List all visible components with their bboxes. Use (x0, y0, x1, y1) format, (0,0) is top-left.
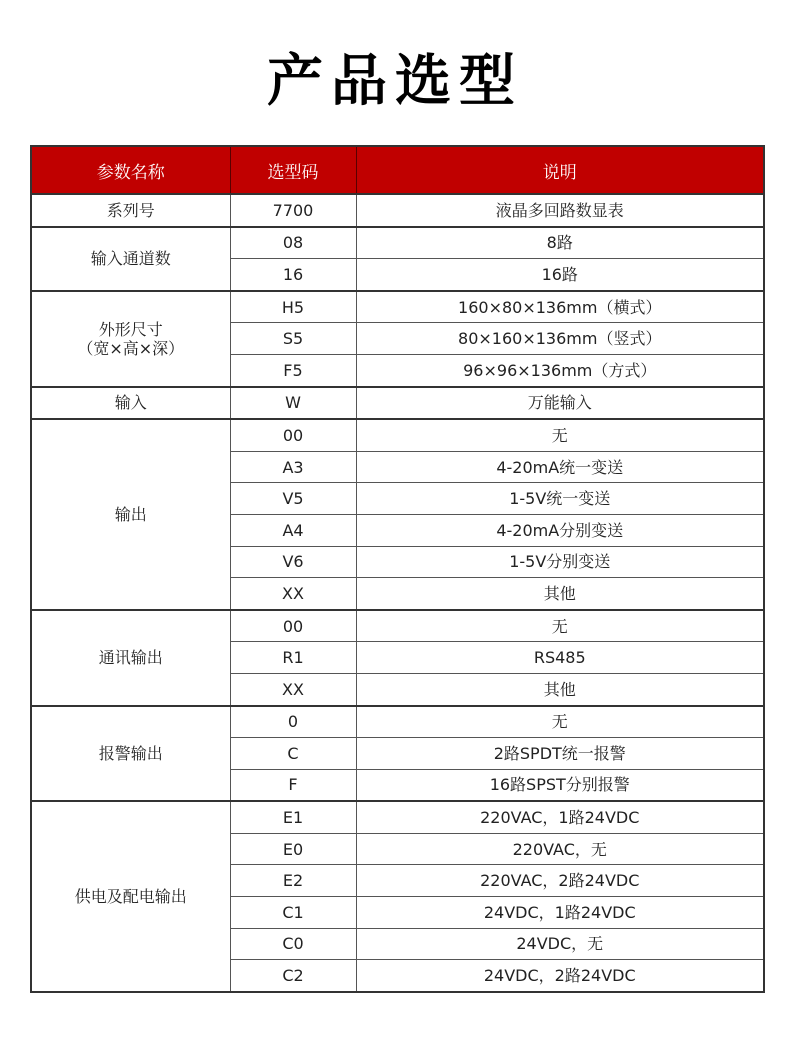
code-cell: V5 (230, 483, 356, 515)
param-dimensions (31, 291, 230, 387)
table-row (31, 291, 764, 323)
desc-cell: 1-5V分别变送 (356, 546, 764, 578)
table-row (31, 706, 764, 738)
desc-cell: 96×96×136mm（方式） (356, 354, 764, 386)
code-cell: A3 (230, 451, 356, 483)
header-param-name: 参数名称 (31, 146, 230, 194)
desc-cell: 8路 (356, 227, 764, 259)
code-cell: V6 (230, 546, 356, 578)
code-cell: E0 (230, 833, 356, 865)
code-cell: 08 (230, 227, 356, 259)
code-cell: S5 (230, 323, 356, 355)
desc-cell: 4-20mA统一变送 (356, 451, 764, 483)
table-row (31, 419, 764, 451)
desc-cell: 220VAC，2路24VDC (356, 865, 764, 897)
param-series: 系列号 (31, 194, 230, 227)
header-description: 说明 (356, 146, 764, 194)
param-input: 输入 (31, 387, 230, 420)
code-cell: C1 (230, 897, 356, 929)
code-cell: 16 (230, 259, 356, 291)
code-cell: W (230, 387, 356, 420)
desc-cell: 16路 (356, 259, 764, 291)
desc-cell: 无 (356, 610, 764, 642)
code-cell: F5 (230, 354, 356, 386)
code-cell: XX (230, 578, 356, 610)
table-row (31, 801, 764, 833)
desc-cell: 160×80×136mm（横式） (356, 291, 764, 323)
param-input-channels: 输入通道数 (31, 227, 230, 291)
code-cell: H5 (230, 291, 356, 323)
code-cell: XX (230, 673, 356, 705)
table-row (31, 227, 764, 259)
desc-cell: 220VAC，1路24VDC (356, 801, 764, 833)
page-title: 产品选型 (267, 49, 523, 114)
code-cell: 00 (230, 419, 356, 451)
desc-cell: 无 (356, 706, 764, 738)
code-cell: C2 (230, 960, 356, 992)
param-power-supply: 供电及配电输出 (31, 801, 230, 992)
code-cell: 00 (230, 610, 356, 642)
code-cell: F (230, 769, 356, 801)
code-cell: R1 (230, 642, 356, 674)
desc-cell: 2路SPDT统一报警 (356, 738, 764, 770)
desc-cell: 16路SPST分别报警 (356, 769, 764, 801)
param-comm-output: 通讯输出 (31, 610, 230, 706)
param-dimensions-line1: 外形尺寸 (98, 319, 163, 339)
code-cell: 7700 (230, 194, 356, 227)
desc-cell: 其他 (356, 673, 764, 705)
table-row (31, 387, 764, 420)
table-row (31, 610, 764, 642)
code-cell: C0 (230, 928, 356, 960)
desc-cell: 80×160×136mm（竖式） (356, 323, 764, 355)
desc-cell: 24VDC，1路24VDC (356, 897, 764, 929)
code-cell: 0 (230, 706, 356, 738)
product-selection-table (30, 145, 765, 993)
code-cell: E1 (230, 801, 356, 833)
param-output: 输出 (31, 419, 230, 610)
desc-cell: 万能输入 (356, 387, 764, 420)
header-selection-code: 选型码 (230, 146, 356, 194)
code-cell: E2 (230, 865, 356, 897)
table-row (31, 194, 764, 227)
desc-cell: 无 (356, 419, 764, 451)
desc-cell: 24VDC，2路24VDC (356, 960, 764, 992)
desc-cell: 1-5V统一变送 (356, 483, 764, 515)
desc-cell: 220VAC，无 (356, 833, 764, 865)
param-dimensions-line2: （宽×高×深） (77, 338, 185, 358)
desc-cell: 24VDC，无 (356, 928, 764, 960)
desc-cell: 4-20mA分别变送 (356, 514, 764, 546)
desc-cell: 其他 (356, 578, 764, 610)
desc-cell: 液晶多回路数显表 (356, 194, 764, 227)
code-cell: A4 (230, 514, 356, 546)
param-alarm-output: 报警输出 (31, 706, 230, 802)
code-cell: C (230, 738, 356, 770)
table-header-row (31, 146, 764, 194)
desc-cell: RS485 (356, 642, 764, 674)
